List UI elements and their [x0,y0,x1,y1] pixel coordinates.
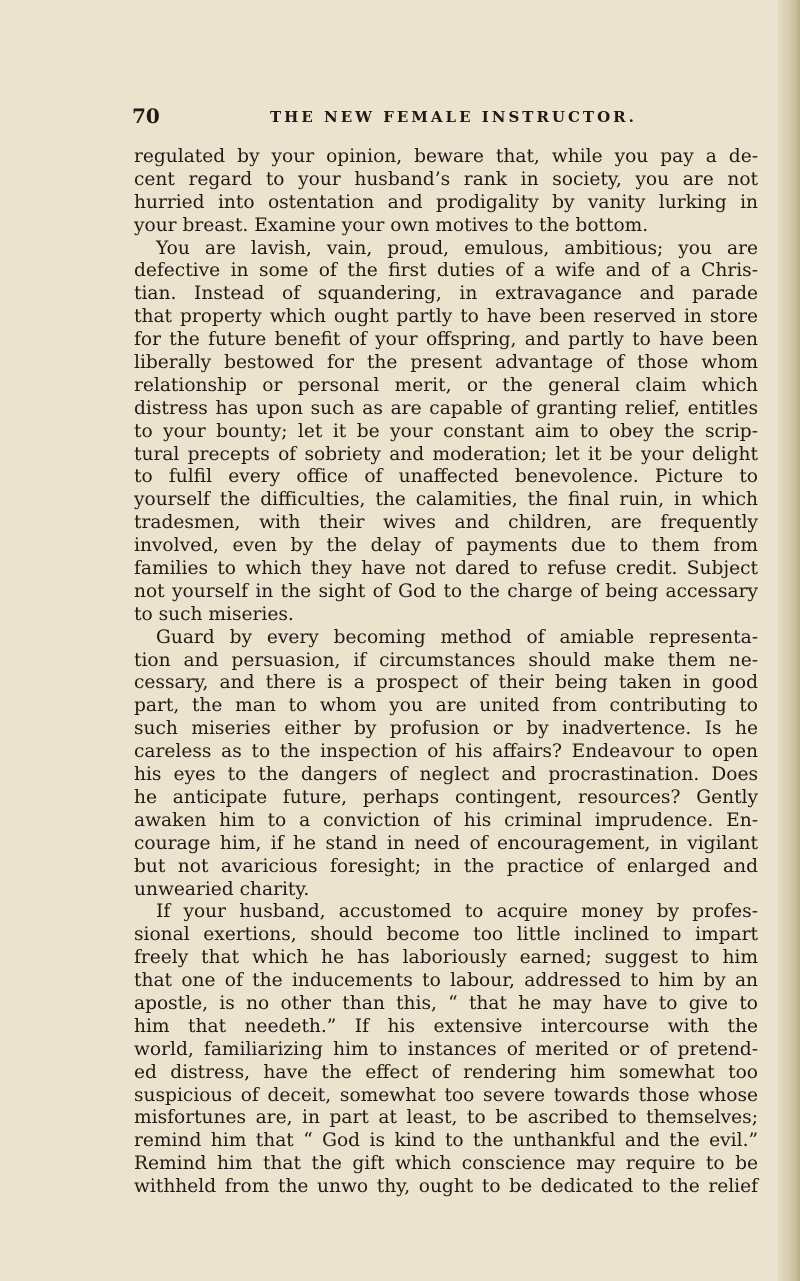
text-line: cent regard to your husband’s rank in society, you are not [134,168,758,190]
text-line: him that needeth.” If his extensive intercourse with the [134,1015,758,1037]
text-line: unwearied charity. [134,878,310,900]
text-line: misfortunes are, in part at least, to be ascribed to themselves; [134,1107,758,1129]
text-line: remind him that “ God is kind to the unthankful and the evil.” [134,1130,758,1152]
text-line: liberally bestowed for the present advantage of those whom [134,352,758,374]
text-line: Guard by every becoming method of amiable representa- [156,626,758,648]
text-line: your breast. Examine your own motives to the bottom. [134,214,649,236]
text-line: part, the man to whom you are united from contributing to [134,695,758,717]
text-line: he anticipate future, perhaps contingent, resources? Gently [134,786,758,808]
page-header [120,100,760,126]
text-line: defective in some of the first duties of a wife and of a Chris- [134,260,758,282]
text-line: You are lavish, vain, proud, emulous, ambitious; you are [156,237,758,259]
text-line: yourself the difficulties, the calamities, the final ruin, in which [134,489,758,511]
text-line: for the future benefit of your offspring, and partly to have been [134,329,758,351]
text-line: families to which they have not dared to refuse credit. Subject [134,558,758,580]
text-line: cessary, and there is a prospect of their being taken in good [134,672,758,694]
text-line: tural precepts of sobriety and moderation; let it be your delight [134,443,758,465]
text-line: to fulfil every office of unaffected benevolence. Picture to [134,466,758,488]
text-line: relationship or personal merit, or the general claim which [134,374,758,396]
text-line: tian. Instead of squandering, in extravagance and parade [134,283,758,305]
text-line: ed distress, have the effect of rendering him somewhat too [134,1061,758,1083]
text-line: such miseries either by profusion or by inadvertence. Is he [134,718,758,740]
body-text [134,146,758,1199]
text-line: not yourself in the sight of God to the charge of being accessary [134,580,758,602]
text-line: that property which ought partly to have been reserved in store [134,306,758,328]
text-line: courage him, if he stand in need of encouragement, in vigilant [134,832,758,854]
text-line: world, familiarizing him to instances of merited or of pretend- [134,1038,758,1060]
text-line: to such miseries. [134,603,294,625]
text-line: hurried into ostentation and prodigality by vanity lurking in [134,191,758,213]
text-line: involved, even by the delay of payments due to them from [134,535,758,557]
text-line: withheld from the unwo thy, ought to be dedicated to the relief [134,1176,758,1198]
text-line: awaken him to a conviction of his criminal imprudence. En- [134,809,758,831]
text-line: his eyes to the dangers of neglect and procrastination. Does [134,764,758,786]
page-number: 70 [132,104,160,128]
text-line: regulated by your opinion, beware that, while you pay a de- [134,146,758,167]
text-line: apostle, is no other than this, “ that he may have to give to [134,992,758,1014]
text-line: that one of the inducements to labour, addressed to him by an [134,970,758,992]
text-line: Remind him that the gift which conscience may require to be [134,1153,758,1175]
page-edge-shadow [778,0,800,1281]
text-line: distress has upon such as are capable of granting relief, entitles [134,397,758,419]
text-line: suspicious of deceit, somewhat too severe towards those whose [134,1084,758,1106]
text-line: tradesmen, with their wives and children, are frequently [134,512,758,534]
text-line: tion and persuasion, if circumstances should make them ne- [134,649,758,671]
text-line: sional exertions, should become too little inclined to impart [134,924,758,946]
text-line: but not avaricious foresight; in the practice of enlarged and [134,855,758,877]
text-line: If your husband, accustomed to acquire money by profes- [156,901,758,923]
text-line: freely that which he has laboriously earned; suggest to him [134,947,758,969]
text-line: to your bounty; let it be your constant aim to obey the scrip- [134,420,758,442]
running-head: THE NEW FEMALE INSTRUCTOR. [270,108,637,126]
text-line: careless as to the inspection of his affairs? Endeavour to open [134,741,758,763]
